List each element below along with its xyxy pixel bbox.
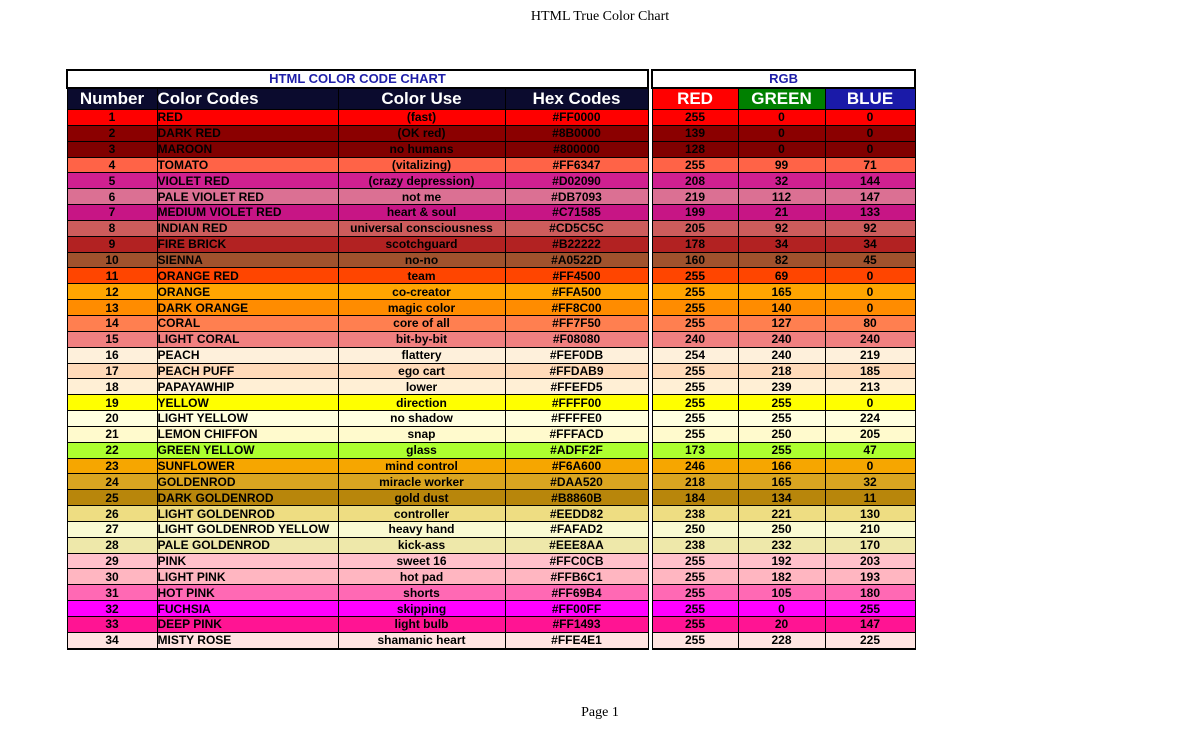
color-name: TOMATO: [157, 157, 338, 173]
table-row: [67, 521, 915, 537]
color-use: controller: [338, 506, 505, 522]
color-number: 19: [67, 395, 157, 411]
color-number: 16: [67, 347, 157, 363]
color-use: (crazy depression): [338, 173, 505, 189]
rgb-red-value: 255: [652, 157, 738, 173]
rgb-blue-value: 225: [825, 632, 915, 648]
table-row: [67, 474, 915, 490]
hex-code: #FAFAD2: [505, 521, 648, 537]
rgb-green-value: 32: [738, 173, 825, 189]
rgb-blue-value: 224: [825, 411, 915, 427]
rgb-red-value: 255: [652, 569, 738, 585]
rgb-green-value: 232: [738, 537, 825, 553]
table-row: [67, 125, 915, 141]
rgb-green-value: 250: [738, 426, 825, 442]
rgb-blue-value: 213: [825, 379, 915, 395]
color-number: 18: [67, 379, 157, 395]
rgb-red-value: 255: [652, 585, 738, 601]
hex-code: #FF8C00: [505, 300, 648, 316]
hex-code: #FFFACD: [505, 426, 648, 442]
color-number: 32: [67, 601, 157, 617]
color-number: 30: [67, 569, 157, 585]
rgb-green-value: 255: [738, 395, 825, 411]
rgb-green-value: 0: [738, 601, 825, 617]
rgb-green-value: 240: [738, 347, 825, 363]
color-use: (fast): [338, 110, 505, 126]
table-row: [67, 205, 915, 221]
hex-code: #FF7F50: [505, 315, 648, 331]
rgb-group-title: RGB: [652, 70, 915, 88]
rgb-blue-value: 34: [825, 236, 915, 252]
rgb-red-value: 238: [652, 506, 738, 522]
hex-code: #FF4500: [505, 268, 648, 284]
rgb-green-value: 134: [738, 490, 825, 506]
rgb-blue-value: 92: [825, 220, 915, 236]
hex-code: #A0522D: [505, 252, 648, 268]
rgb-blue-value: 47: [825, 442, 915, 458]
rgb-green-value: 250: [738, 521, 825, 537]
header-number: Number: [67, 88, 157, 110]
rgb-red-value: 255: [652, 300, 738, 316]
hex-code: #FF1493: [505, 617, 648, 633]
table-row: [67, 252, 915, 268]
color-use: miracle worker: [338, 474, 505, 490]
rgb-red-value: 199: [652, 205, 738, 221]
color-number: 6: [67, 189, 157, 205]
hex-code: #FFA500: [505, 284, 648, 300]
table-row: [67, 553, 915, 569]
hex-code: #FF00FF: [505, 601, 648, 617]
hex-code: #FFEFD5: [505, 379, 648, 395]
color-number: 31: [67, 585, 157, 601]
rgb-green-value: 34: [738, 236, 825, 252]
rgb-red-value: 255: [652, 553, 738, 569]
color-number: 13: [67, 300, 157, 316]
color-number: 7: [67, 205, 157, 221]
rgb-green-value: 92: [738, 220, 825, 236]
color-use: heavy hand: [338, 521, 505, 537]
rgb-red-value: 128: [652, 141, 738, 157]
color-code-table: [66, 69, 916, 650]
table-row: [67, 347, 915, 363]
table-row: [67, 411, 915, 427]
color-number: 28: [67, 537, 157, 553]
color-number: 15: [67, 331, 157, 347]
color-number: 29: [67, 553, 157, 569]
color-name: LIGHT CORAL: [157, 331, 338, 347]
rgb-red-value: 255: [652, 110, 738, 126]
table-row: [67, 315, 915, 331]
rgb-blue-value: 0: [825, 284, 915, 300]
color-use: sweet 16: [338, 553, 505, 569]
table-row: [67, 189, 915, 205]
rgb-green-value: 182: [738, 569, 825, 585]
hex-code: #800000: [505, 141, 648, 157]
color-number: 8: [67, 220, 157, 236]
header-hex-codes: Hex Codes: [505, 88, 648, 110]
color-use: universal consciousness: [338, 220, 505, 236]
hex-code: #F6A600: [505, 458, 648, 474]
color-number: 3: [67, 141, 157, 157]
hex-code: #EEDD82: [505, 506, 648, 522]
color-number: 14: [67, 315, 157, 331]
rgb-green-value: 192: [738, 553, 825, 569]
table-row: [67, 395, 915, 411]
rgb-blue-value: 0: [825, 300, 915, 316]
rgb-red-value: 178: [652, 236, 738, 252]
rgb-green-value: 165: [738, 284, 825, 300]
color-name: MISTY ROSE: [157, 632, 338, 648]
rgb-green-value: 228: [738, 632, 825, 648]
rgb-green-value: 240: [738, 331, 825, 347]
rgb-blue-value: 144: [825, 173, 915, 189]
table-row: [67, 236, 915, 252]
group-header-row: [67, 70, 915, 88]
hex-code: #B8860B: [505, 490, 648, 506]
rgb-red-value: 255: [652, 617, 738, 633]
rgb-green-value: 105: [738, 585, 825, 601]
color-use: glass: [338, 442, 505, 458]
color-name: ORANGE: [157, 284, 338, 300]
header-color-codes: Color Codes: [157, 88, 338, 110]
rgb-red-value: 184: [652, 490, 738, 506]
rgb-red-value: 255: [652, 284, 738, 300]
rgb-blue-value: 0: [825, 395, 915, 411]
rgb-red-value: 173: [652, 442, 738, 458]
rgb-green-value: 218: [738, 363, 825, 379]
rgb-red-value: 160: [652, 252, 738, 268]
table-row: [67, 363, 915, 379]
rgb-blue-value: 0: [825, 125, 915, 141]
color-name: MEDIUM VIOLET RED: [157, 205, 338, 221]
color-use: team: [338, 268, 505, 284]
color-number: 5: [67, 173, 157, 189]
rgb-red-value: 238: [652, 537, 738, 553]
table-row: [67, 458, 915, 474]
hex-code: #FF0000: [505, 110, 648, 126]
rgb-red-value: 208: [652, 173, 738, 189]
table-row: [67, 506, 915, 522]
hex-code: #D02090: [505, 173, 648, 189]
color-use: scotchguard: [338, 236, 505, 252]
color-number: 20: [67, 411, 157, 427]
table-row: [67, 157, 915, 173]
rgb-blue-value: 210: [825, 521, 915, 537]
rgb-red-value: 255: [652, 632, 738, 648]
header-blue: BLUE: [825, 88, 915, 110]
rgb-blue-value: 203: [825, 553, 915, 569]
rgb-green-value: 0: [738, 110, 825, 126]
rgb-blue-value: 170: [825, 537, 915, 553]
color-number: 26: [67, 506, 157, 522]
color-number: 10: [67, 252, 157, 268]
rgb-blue-value: 147: [825, 189, 915, 205]
color-use: shorts: [338, 585, 505, 601]
color-number: 4: [67, 157, 157, 173]
color-name: MAROON: [157, 141, 338, 157]
rgb-red-value: 255: [652, 411, 738, 427]
color-name: PINK: [157, 553, 338, 569]
rgb-blue-value: 185: [825, 363, 915, 379]
table-row: [67, 426, 915, 442]
color-use: ego cart: [338, 363, 505, 379]
color-use: no-no: [338, 252, 505, 268]
rgb-green-value: 99: [738, 157, 825, 173]
rgb-green-value: 165: [738, 474, 825, 490]
color-name: FIRE BRICK: [157, 236, 338, 252]
color-number: 27: [67, 521, 157, 537]
color-use: (OK red): [338, 125, 505, 141]
hex-code: #FF6347: [505, 157, 648, 173]
hex-code: #FFC0CB: [505, 553, 648, 569]
table-row: [67, 220, 915, 236]
color-name: HOT PINK: [157, 585, 338, 601]
rgb-green-value: 255: [738, 442, 825, 458]
rgb-blue-value: 205: [825, 426, 915, 442]
color-name: ORANGE RED: [157, 268, 338, 284]
color-use: co-creator: [338, 284, 505, 300]
rgb-blue-value: 32: [825, 474, 915, 490]
rgb-red-value: 219: [652, 189, 738, 205]
rgb-red-value: 255: [652, 395, 738, 411]
rgb-red-value: 218: [652, 474, 738, 490]
table-row: [67, 331, 915, 347]
rgb-red-value: 255: [652, 268, 738, 284]
rgb-red-value: 139: [652, 125, 738, 141]
rgb-blue-value: 0: [825, 268, 915, 284]
rgb-green-value: 69: [738, 268, 825, 284]
rgb-blue-value: 45: [825, 252, 915, 268]
rgb-blue-value: 180: [825, 585, 915, 601]
table-row: [67, 300, 915, 316]
hex-code: #DB7093: [505, 189, 648, 205]
color-use: (vitalizing): [338, 157, 505, 173]
color-use: flattery: [338, 347, 505, 363]
color-number: 12: [67, 284, 157, 300]
hex-code: #FFE4E1: [505, 632, 648, 648]
header-red: RED: [652, 88, 738, 110]
table-row: [67, 617, 915, 633]
rgb-green-value: 21: [738, 205, 825, 221]
color-number: 21: [67, 426, 157, 442]
table-row: [67, 141, 915, 157]
color-use: mind control: [338, 458, 505, 474]
color-name: SIENNA: [157, 252, 338, 268]
rgb-green-value: 112: [738, 189, 825, 205]
page-title: HTML True Color Chart: [530, 9, 670, 24]
color-number: 1: [67, 110, 157, 126]
color-use: direction: [338, 395, 505, 411]
hex-code: #FFDAB9: [505, 363, 648, 379]
color-number: 25: [67, 490, 157, 506]
table-row: [67, 537, 915, 553]
rgb-red-value: 255: [652, 315, 738, 331]
color-use: magic color: [338, 300, 505, 316]
rgb-blue-value: 0: [825, 458, 915, 474]
rgb-red-value: 246: [652, 458, 738, 474]
rgb-green-value: 255: [738, 411, 825, 427]
color-name: SUNFLOWER: [157, 458, 338, 474]
hex-code: #FFB6C1: [505, 569, 648, 585]
color-use: light bulb: [338, 617, 505, 633]
color-use: snap: [338, 426, 505, 442]
color-name: FUCHSIA: [157, 601, 338, 617]
hex-code: #FFFF00: [505, 395, 648, 411]
color-number: 22: [67, 442, 157, 458]
rgb-red-value: 254: [652, 347, 738, 363]
color-name: PEACH: [157, 347, 338, 363]
rgb-red-value: 250: [652, 521, 738, 537]
color-name: INDIAN RED: [157, 220, 338, 236]
color-name: LIGHT GOLDENROD: [157, 506, 338, 522]
table-row: [67, 601, 915, 617]
table-row: [67, 173, 915, 189]
table-row: [67, 569, 915, 585]
color-number: 23: [67, 458, 157, 474]
color-name: LIGHT YELLOW: [157, 411, 338, 427]
rgb-blue-value: 11: [825, 490, 915, 506]
rgb-red-value: 240: [652, 331, 738, 347]
hex-code: #FFFFE0: [505, 411, 648, 427]
rgb-blue-value: 133: [825, 205, 915, 221]
color-use: shamanic heart: [338, 632, 505, 648]
hex-code: #8B0000: [505, 125, 648, 141]
rgb-green-value: 82: [738, 252, 825, 268]
rgb-blue-value: 240: [825, 331, 915, 347]
rgb-blue-value: 0: [825, 110, 915, 126]
color-name: PALE GOLDENROD: [157, 537, 338, 553]
hex-code: #CD5C5C: [505, 220, 648, 236]
table-row: [67, 442, 915, 458]
html-chart-group-title: HTML COLOR CODE CHART: [67, 70, 648, 88]
table-row: [67, 268, 915, 284]
table-row: [67, 284, 915, 300]
table-row: [67, 379, 915, 395]
color-name: DARK ORANGE: [157, 300, 338, 316]
color-name: PALE VIOLET RED: [157, 189, 338, 205]
color-name: GREEN YELLOW: [157, 442, 338, 458]
color-use: no humans: [338, 141, 505, 157]
rgb-blue-value: 80: [825, 315, 915, 331]
table-row: [67, 110, 915, 126]
color-name: DEEP PINK: [157, 617, 338, 633]
color-use: kick-ass: [338, 537, 505, 553]
rgb-green-value: 20: [738, 617, 825, 633]
color-number: 9: [67, 236, 157, 252]
rgb-blue-value: 193: [825, 569, 915, 585]
header-green: GREEN: [738, 88, 825, 110]
color-use: not me: [338, 189, 505, 205]
hex-code: #ADFF2F: [505, 442, 648, 458]
color-number: 34: [67, 632, 157, 648]
hex-code: #C71585: [505, 205, 648, 221]
rgb-blue-value: 0: [825, 141, 915, 157]
rgb-green-value: 127: [738, 315, 825, 331]
color-name: DARK GOLDENROD: [157, 490, 338, 506]
color-use: heart & soul: [338, 205, 505, 221]
rgb-red-value: 255: [652, 601, 738, 617]
color-use: hot pad: [338, 569, 505, 585]
rgb-blue-value: 255: [825, 601, 915, 617]
rgb-green-value: 0: [738, 141, 825, 157]
color-name: GOLDENROD: [157, 474, 338, 490]
hex-code: #FEF0DB: [505, 347, 648, 363]
hex-code: #F08080: [505, 331, 648, 347]
color-name: LIGHT GOLDENROD YELLOW: [157, 521, 338, 537]
rgb-blue-value: 219: [825, 347, 915, 363]
color-use: gold dust: [338, 490, 505, 506]
table-row: [67, 632, 915, 648]
color-name: CORAL: [157, 315, 338, 331]
color-name: RED: [157, 110, 338, 126]
rgb-blue-value: 147: [825, 617, 915, 633]
rgb-green-value: 239: [738, 379, 825, 395]
rgb-red-value: 255: [652, 363, 738, 379]
color-number: 17: [67, 363, 157, 379]
header-color-use: Color Use: [338, 88, 505, 110]
table-row: [67, 490, 915, 506]
page-footer: Page 1: [581, 705, 619, 720]
color-number: 24: [67, 474, 157, 490]
color-name: PAPAYAWHIP: [157, 379, 338, 395]
hex-code: #DAA520: [505, 474, 648, 490]
rgb-blue-value: 130: [825, 506, 915, 522]
color-use: skipping: [338, 601, 505, 617]
color-name: YELLOW: [157, 395, 338, 411]
color-use: no shadow: [338, 411, 505, 427]
color-name: LIGHT PINK: [157, 569, 338, 585]
color-name: VIOLET RED: [157, 173, 338, 189]
color-number: 2: [67, 125, 157, 141]
color-name: PEACH PUFF: [157, 363, 338, 379]
hex-code: #EEE8AA: [505, 537, 648, 553]
rgb-red-value: 205: [652, 220, 738, 236]
hex-code: #FF69B4: [505, 585, 648, 601]
color-name: DARK RED: [157, 125, 338, 141]
rgb-green-value: 221: [738, 506, 825, 522]
color-use: lower: [338, 379, 505, 395]
column-header-row: [67, 88, 915, 110]
color-use: core of all: [338, 315, 505, 331]
rgb-blue-value: 71: [825, 157, 915, 173]
rgb-green-value: 166: [738, 458, 825, 474]
color-use: bit-by-bit: [338, 331, 505, 347]
rgb-red-value: 255: [652, 379, 738, 395]
hex-code: #B22222: [505, 236, 648, 252]
rgb-green-value: 0: [738, 125, 825, 141]
color-number: 33: [67, 617, 157, 633]
table-row: [67, 585, 915, 601]
rgb-green-value: 140: [738, 300, 825, 316]
color-number: 11: [67, 268, 157, 284]
rgb-red-value: 255: [652, 426, 738, 442]
color-name: LEMON CHIFFON: [157, 426, 338, 442]
